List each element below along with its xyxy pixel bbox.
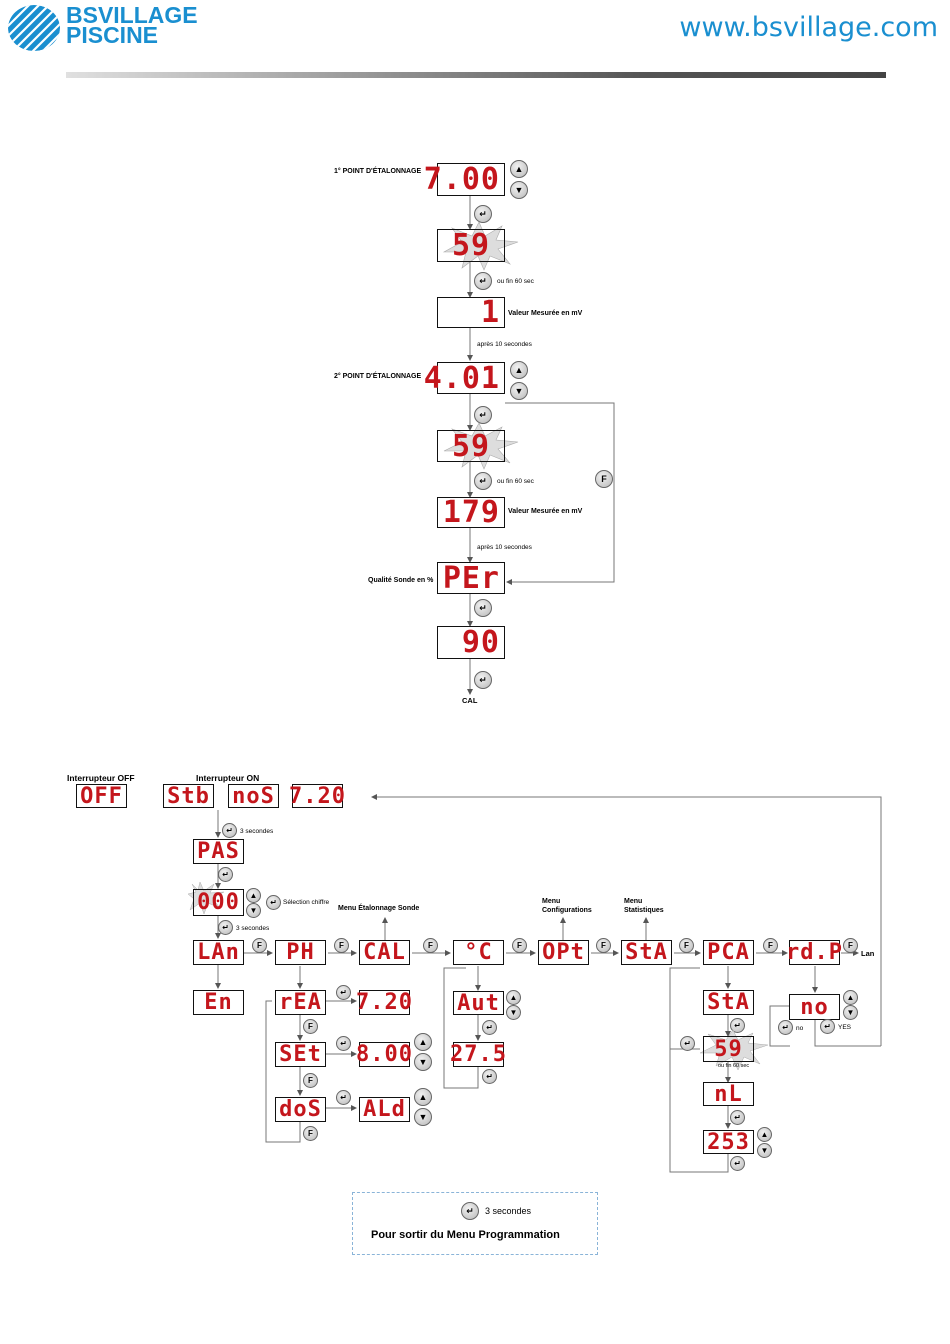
lcd-point1: 7.00 (437, 163, 505, 196)
enter-key-icon[interactable]: ↵ (482, 1020, 497, 1035)
enter-key-icon[interactable]: ↵ (482, 1069, 497, 1084)
down-arrow-button[interactable]: ▼ (843, 1005, 858, 1020)
up-arrow-button[interactable]: ▲ (246, 888, 261, 903)
no-label: no (796, 1025, 804, 1032)
switch-on-label: Interrupteur ON (196, 773, 260, 783)
down-arrow-button[interactable]: ▼ (506, 1005, 521, 1020)
lcd-rea-value: 7.20 (356, 990, 413, 1015)
lcd-720: 7.20 (289, 783, 346, 809)
f-key-button[interactable]: F (763, 938, 778, 953)
up-arrow-button[interactable]: ▲ (414, 1033, 432, 1051)
lcd-dos-value: ALd (359, 1097, 410, 1122)
lcd-set-value: 8.00 (356, 1042, 413, 1067)
lcd-stb: Stb (163, 784, 214, 808)
down-arrow-button[interactable]: ▼ (414, 1053, 432, 1071)
lcd-aut: Aut (453, 991, 504, 1015)
up-arrow-button[interactable]: ▲ (510, 160, 528, 178)
up-arrow-button[interactable]: ▲ (506, 990, 521, 1005)
down-arrow-button[interactable]: ▼ (510, 382, 528, 400)
enter-key-icon[interactable]: ↵ (222, 823, 237, 838)
f-key-button[interactable]: F (679, 938, 694, 953)
lcd-blink2: 59 (437, 430, 505, 462)
f-key-button[interactable]: F (334, 938, 349, 953)
lcd-quality-per: PEr (437, 562, 505, 594)
enter-key-icon[interactable]: ↵ (778, 1020, 793, 1035)
point2-label: 2° POINT D'ÉTALONNAGE (334, 373, 422, 380)
lcd-dos: doS (275, 1097, 326, 1122)
logo-line-1: BSVILLAGE (66, 2, 198, 28)
lcd-off: OFF (76, 784, 127, 808)
three-seconds-note: 3 secondes (240, 828, 274, 835)
exit-legend-box (352, 1192, 598, 1255)
lcd-measured2: 179 (437, 497, 505, 528)
lcd-nos: noS (228, 784, 279, 808)
lcd-rdp-value: no (789, 994, 840, 1020)
lan-return-label: Lan (861, 949, 875, 958)
lcd-nl: nL (703, 1082, 754, 1106)
lcd-cal: CAL (359, 940, 410, 965)
down-arrow-button[interactable]: ▼ (757, 1143, 772, 1158)
measured2-label: Valeur Mesurée en mV (508, 508, 583, 515)
enter-key-icon[interactable]: ↵ (730, 1110, 745, 1125)
yes-label: YES (838, 1024, 852, 1031)
enter-key-icon[interactable]: ↵ (336, 1090, 351, 1105)
pca-timeout-note: ou fin 60 sec (718, 1063, 750, 1069)
lcd-253: 253 (703, 1130, 754, 1154)
down-arrow-button[interactable]: ▼ (246, 903, 261, 918)
enter-key-icon[interactable]: ↵ (218, 867, 233, 882)
lcd-set: SEt (275, 1042, 326, 1067)
f-key-button[interactable]: F (512, 938, 527, 953)
lcd-lang-en: En (193, 990, 244, 1015)
enter-key-icon[interactable]: ↵ (474, 599, 492, 617)
enter-key-icon[interactable]: ↵ (474, 406, 492, 424)
f-key-button[interactable]: F (303, 1019, 318, 1034)
wait1-note: après 10 secondes (477, 341, 532, 348)
f-key-button[interactable]: F (252, 938, 267, 953)
up-arrow-button[interactable]: ▲ (510, 361, 528, 379)
down-arrow-button[interactable]: ▼ (510, 181, 528, 199)
lcd-quality-value: 90 (437, 626, 505, 659)
digit-select-note: Sélection chiffre (283, 899, 330, 906)
f-key-button[interactable]: F (595, 470, 613, 488)
enter-key-icon[interactable]: ↵ (218, 920, 233, 935)
quality-label: Qualité Sonde en % (368, 577, 434, 584)
enter-key-icon[interactable]: ↵ (474, 272, 492, 290)
lcd-temp: °C (453, 940, 504, 965)
timeout2-note: ou fin 60 sec (497, 478, 534, 485)
exit-seconds-note: 3 secondes (485, 1206, 532, 1216)
point1-label: 1° POINT D'ÉTALONNAGE (334, 168, 422, 175)
lcd-opt: OPt (538, 940, 589, 965)
up-arrow-button[interactable]: ▲ (843, 990, 858, 1005)
enter-key-icon[interactable]: ↵ (730, 1018, 745, 1033)
wait2-note: après 10 secondes (477, 544, 532, 551)
enter-key-icon[interactable]: ↵ (474, 205, 492, 223)
up-arrow-button[interactable]: ▲ (414, 1088, 432, 1106)
f-key-button[interactable]: F (423, 938, 438, 953)
lcd-rdp: rd.P (786, 940, 843, 965)
menu-calibration-label: Menu Étalonnage Sonde (338, 905, 420, 912)
lcd-pca: PCA (703, 940, 754, 965)
enter-key-icon[interactable]: ↵ (266, 895, 281, 910)
lcd-point2: 4.01 (437, 362, 505, 394)
lcd-measured1: 1 (437, 297, 505, 328)
cal-exit-label: CAL (462, 696, 478, 705)
enter-key-icon[interactable]: ↵ (336, 1036, 351, 1051)
lcd-pca-blink: 59 (703, 1036, 754, 1062)
menu-stats-label: Menu Statistiques (624, 898, 664, 914)
lcd-pas: PAS (193, 839, 244, 864)
f-key-button[interactable]: F (596, 938, 611, 953)
menu-config-label: Menu Configurations (542, 898, 592, 914)
timeout1-note: ou fin 60 sec (497, 278, 534, 285)
enter-key-icon[interactable]: ↵ (820, 1019, 835, 1034)
enter-key-icon[interactable]: ↵ (461, 1202, 479, 1220)
down-arrow-button[interactable]: ▼ (414, 1108, 432, 1126)
lcd-ph: PH (275, 940, 326, 965)
enter-key-icon[interactable]: ↵ (680, 1036, 695, 1051)
lcd-sta: StA (621, 940, 672, 965)
f-key-button[interactable]: F (303, 1073, 318, 1088)
logo-line-2: PISCINE (66, 22, 159, 48)
measured1-label: Valeur Mesurée en mV (508, 310, 583, 317)
f-key-button[interactable]: F (843, 938, 858, 953)
lcd-rea: rEA (275, 990, 326, 1015)
lcd-lan: LAn (193, 940, 244, 965)
exit-label: Pour sortir du Menu Programmation (371, 1229, 560, 1241)
enter-key-icon[interactable]: ↵ (474, 671, 492, 689)
lcd-blink1: 59 (437, 229, 505, 262)
up-arrow-button[interactable]: ▲ (757, 1127, 772, 1142)
lcd-temp-value: 27.5 (450, 1042, 507, 1067)
enter-key-icon[interactable]: ↵ (730, 1156, 745, 1171)
lcd-code: 000 (193, 889, 244, 916)
f-key-button[interactable]: F (303, 1126, 318, 1141)
enter-key-icon[interactable]: ↵ (336, 985, 351, 1000)
website-link[interactable]: www.bsvillage.com (679, 12, 938, 43)
lcd-pca-sta: StA (703, 990, 754, 1015)
enter-key-icon[interactable]: ↵ (474, 472, 492, 490)
three-seconds-note-2: 3 secondes (236, 925, 270, 932)
switch-off-label: Interrupteur OFF (67, 773, 135, 783)
